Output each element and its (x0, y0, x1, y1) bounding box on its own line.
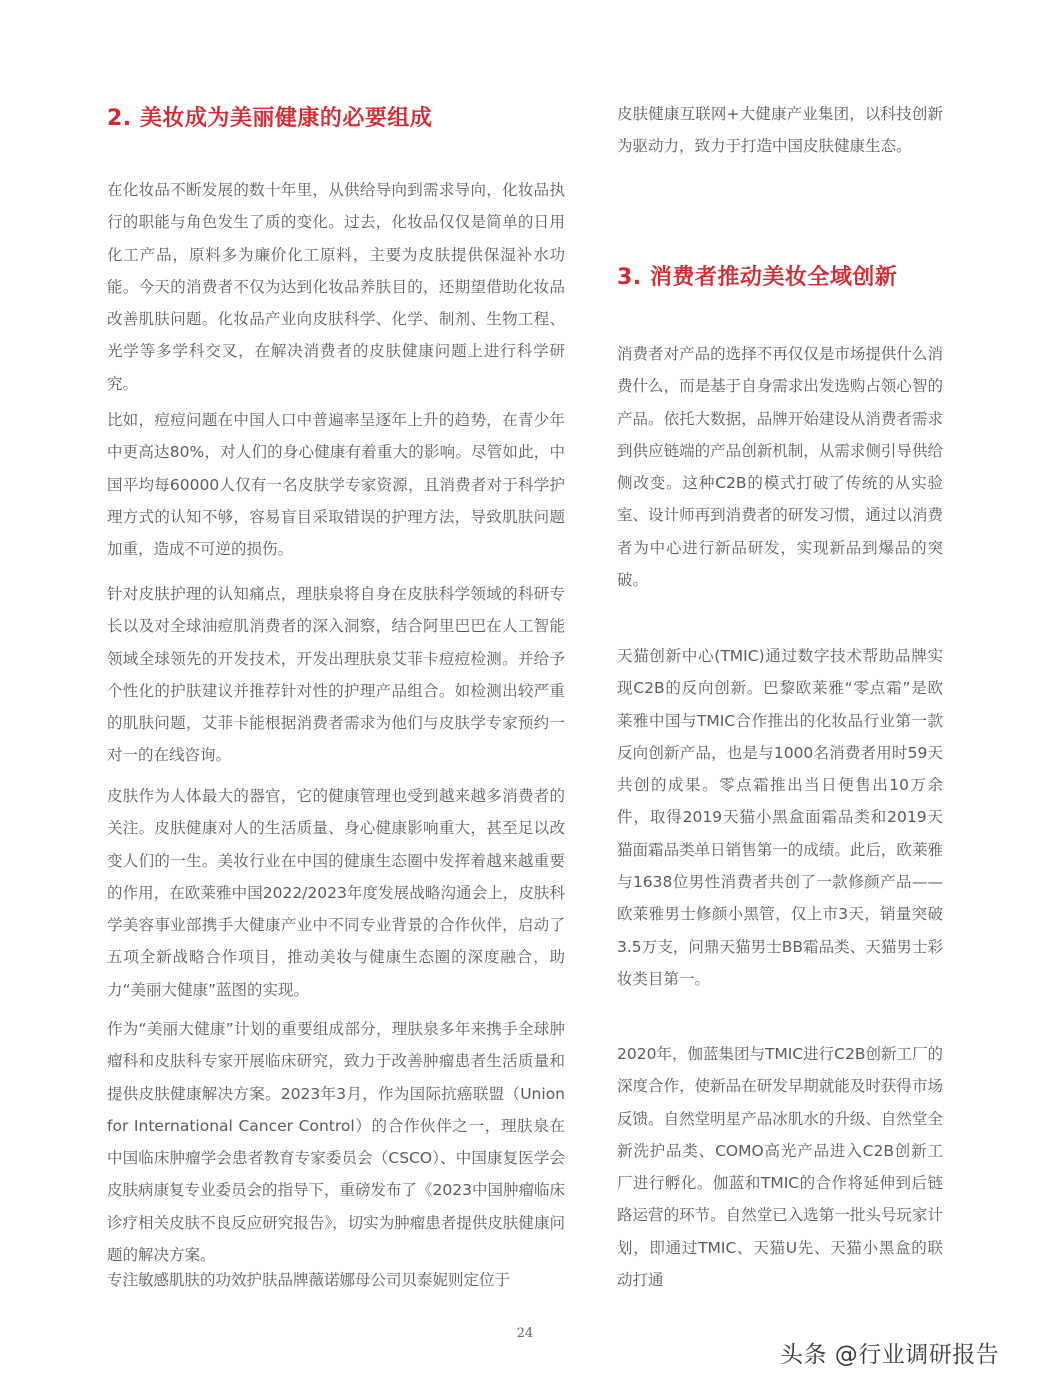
paragraph: 皮肤健康互联网+大健康产业集团，以科技创新为驱动力，致力于打造中国皮肤健康生态。 (617, 105, 943, 156)
watermark: 头条 @行业调研报告 (780, 1342, 1000, 1368)
paragraph: 针对皮肤护理的认知痛点，理肤泉将自身在皮肤科学领域的科研专长以及对全球油痘肌消费者的深入洞察，结合阿里巴巴在人工智能领域全球领先的开发技术，开发出理肤泉艾菲卡痘痘检测。并给予个性化的护肤建议并推荐针对性的护理产品组合。如检测出较严重的肌肤问题，艾菲卡能根据消费者需求为他们与皮肤学专家预约一对一的在线咨询。 (107, 585, 565, 765)
section-2-heading: 2. 美妆成为美丽健康的必要组成 (107, 106, 433, 131)
paragraph: 皮肤作为人体最大的器官，它的健康管理也受到越来越多消费者的关注。皮肤健康对人的生活质量、身心健康影响重大，甚至足以改变人们的一生。美妆行业在中国的健康生态圈中发挥着越来越重要的作用，在欧莱雅中国2022/2023年度发展战略沟通会上，皮肤科学美容事业部携手大健康产业中不同专业背景的合作伙伴，启动了五项全新战略合作项目，推动美妆与健康生态圈的深度融合，助力“美丽大健康”蓝图的实现。 (107, 787, 565, 999)
paragraph: 2020年，伽蓝集团与TMIC进行C2B创新工厂的深度合作，使新品在研发早期就能及时获得市场反馈。自然堂明星产品冰肌水的升级、自然堂全新洗护品类、COMO高光产品进入C2B创新工厂进行孵化。伽蓝和TMIC的合作将延伸到后链路运营的环节。自然堂已入选第一批头号玩家计划，即通过TMIC、天猫U先、天猫小黑盒的联动打通 (617, 1045, 944, 1290)
paragraph: 消费者对产品的选择不再仅仅是市场提供什么消费什么，而是基于自身需求出发选购占领心智的产品。依托大数据，品牌开始建设从消费者需求到供应链端的产品创新机制，从需求侧引导供给侧改变。这种C2B的模式打破了传统的从实验室、设计师再到消费者的研发习惯，通过以消费者为中心进行新品研发，实现新品到爆品的突破。 (617, 345, 943, 590)
section-3-heading: 3. 消费者推动美妆全域创新 (617, 265, 898, 290)
paragraph: 比如，痘痘问题在中国人口中普遍率呈逐年上升的趋势，在青少年中更高达80%，对人们的身心健康有着重大的影响。尽管如此，中国平均每60000人仅有一名皮肤学专家资源，且消费者对于科学护理方式的认知不够，容易盲目采取错误的护理方法，导致肌肤问题加重，造成不可逆的损伤。 (107, 411, 565, 559)
paragraph: 在化妆品不断发展的数十年里，从供给导向到需求导向，化妆品执行的职能与角色发生了质的变化。过去，化妆品仅仅是简单的日用化工产品，原料多为廉价化工原料，主要为皮肤提供保湿补水功能。今天的消费者不仅为达到化妆品养肤目的，还期望借助化妆品改善肌肤问题。化妆品产业向皮肤科学、化学、制剂、生物工程、光学等多学科交叉，在解决消费者的皮肤健康问题上进行科学研究。 (107, 181, 565, 393)
page-number: 24 (516, 1326, 534, 1341)
paragraph: 专注敏感肌肤的功效护肤品牌薇诺娜母公司贝泰妮则定位于 (107, 1271, 511, 1289)
paragraph: 天猫创新中心(TMIC)通过数字技术帮助品牌实现C2B的反向创新。巴黎欧莱雅“零点霜”是欧莱雅中国与TMIC合作推出的化妆品行业第一款反向创新产品，也是与1000名消费者用时59天共创的成果。零点霜推出当日便售出10万余件，取得2019天猫小黑盒面霜品类和2019天猫面霜品类单日销售第一的成绩。此后，欧莱雅与1638位男性消费者共创了一款修颜产品——欧莱雅男士修颜小黑管，仅上市3天，销量突破3.5万支，问鼎天猫男士BB霜品类、天猫男士彩妆类目第一。 (617, 647, 943, 988)
paragraph: 作为“美丽大健康”计划的重要组成部分，理肤泉多年来携手全球肿瘤科和皮肤科专家开展临床研究，致力于改善肿瘤患者生活质量和提供皮肤健康解决方案。2023年3月，作为国际抗癌联盟（Union for International Cancer Control）的合作伙伴之一，理肤泉在中国临床肿瘤学会患者教育专家委员会（CSCO）、中国康复医学会皮肤病康复专业委员会的指导下，重磅发布了《2023中国肿瘤临床诊疗相关皮肤不良反应研究报告》，切实为肿瘤患者提供皮肤健康问题的解决方案。 (107, 1020, 565, 1265)
